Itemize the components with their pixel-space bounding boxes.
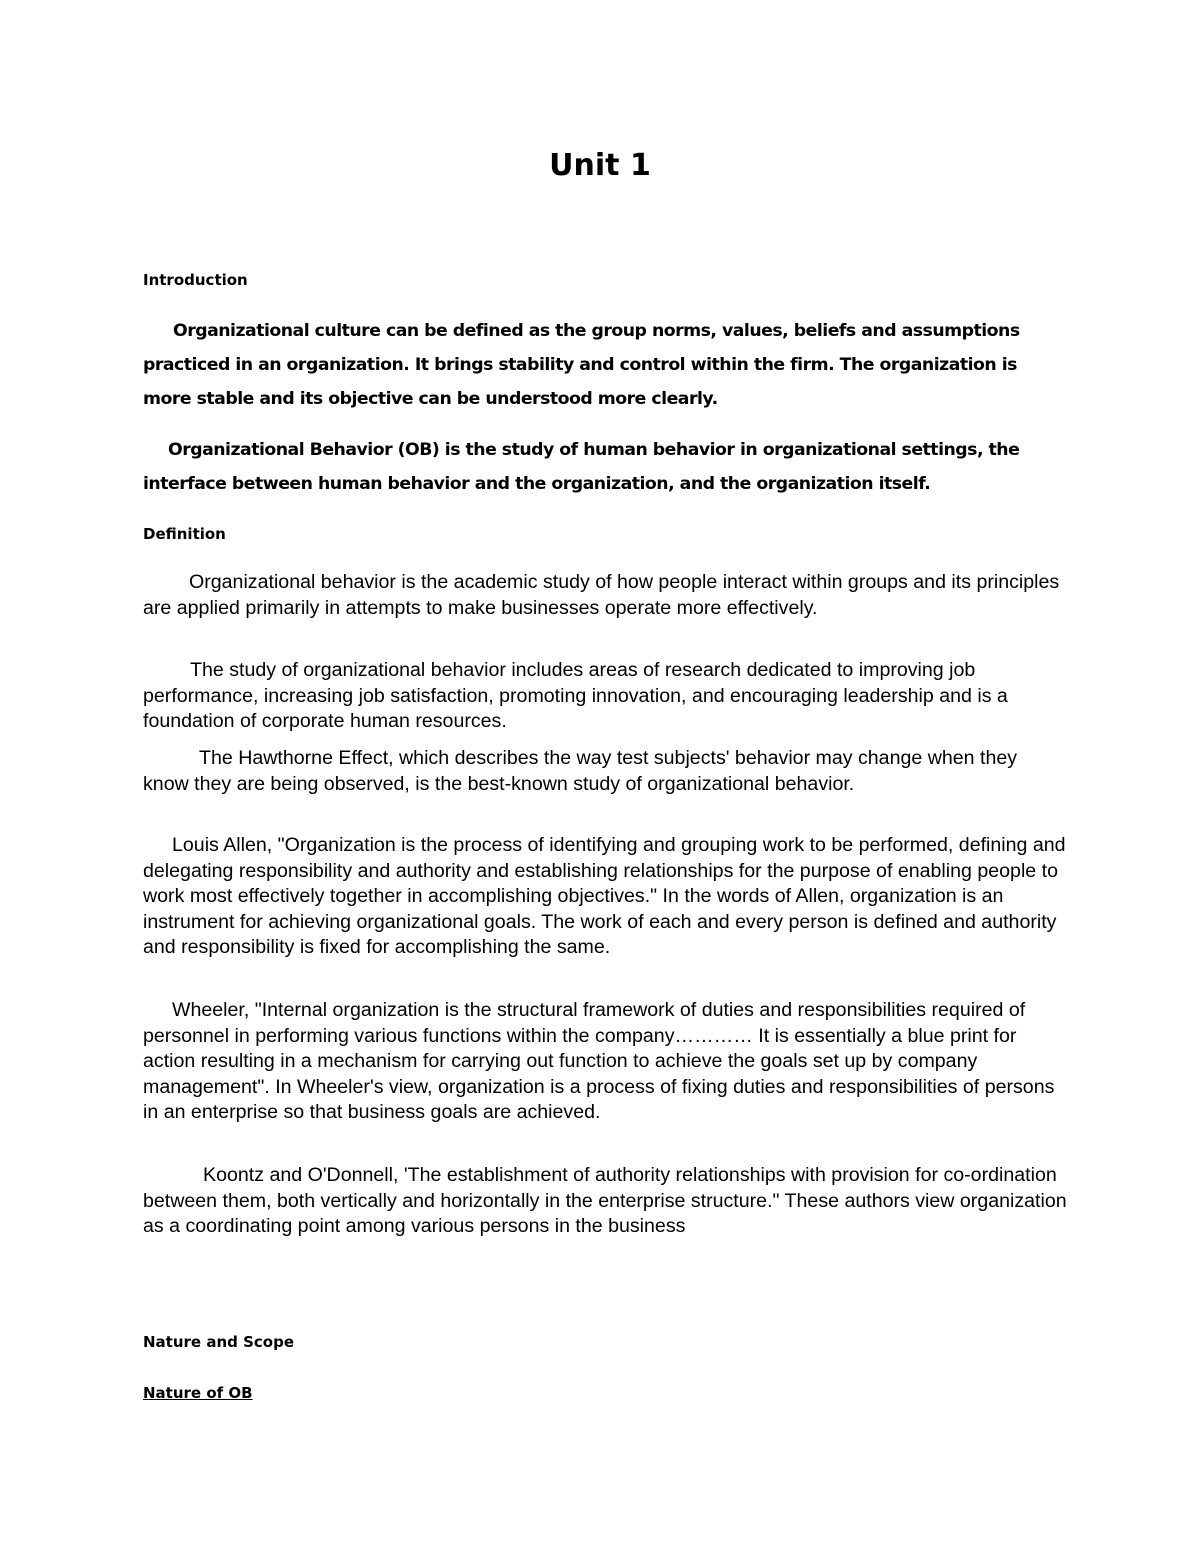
paragraph-ob-academic-study: Organizational behavior is the academic study of how people interact within groups and its principles are applied primarily in attempts to make businesses operate more effectively. [143,571,1060,619]
paragraph-louis-allen: Louis Allen, "Organization is the process of identifying and grouping work to be performed, defining and delegating responsibility and authority and establishing relationships for the purpose of enabling people to work most effectively together in accomplishing objectives." In the words of Allen, organization is an instrument for achieving organizational goals. The work of each and every person is defined and authority and responsibility is fixed for accomplishing the same. [143,834,1066,958]
heading-nature-of-ob: Nature of OB [143,1384,253,1402]
document-title: Unit 1 [549,148,651,183]
paragraph-hawthorne-effect: The Hawthorne Effect, which describes the way test subjects' behavior may change when they know they are being observed, is the best-known study of organizational behavior. [143,747,1018,795]
heading-introduction: Introduction [143,271,248,289]
paragraph-koontz-odonnell: Koontz and O'Donnell, 'The establishment of authority relationships with provision for co-ordination between them, both vertically and horizontally in the enterprise structure." These authors view organization as a coordinating point among various persons in the business [143,1164,1067,1237]
paragraph-wheeler: Wheeler, "Internal organization is the structural framework of duties and responsibilities required of personnel in performing various functions within the company………… It is essentially a blue print for action resulting in a mechanism for carrying out function to achieve the goals set up by company management". In Wheeler's view, organization is a process of fixing duties and responsibilities of persons in an enterprise so that business goals are achieved. [143,999,1055,1123]
heading-nature-and-scope: Nature and Scope [143,1333,294,1351]
paragraph-organizational-behavior: Organizational Behavior (OB) is the study of human behavior in organizational settings, the interface between human behavior and the organization, and the organization itself. [143,440,1020,494]
paragraph-organizational-culture: Organizational culture can be defined as the group norms, values, beliefs and assumptions practiced in an organization. It brings stability and control within the firm. The organization is more stable and its objective can be understood more clearly. [143,321,1020,409]
heading-definition: Definition [143,525,226,543]
paragraph-ob-research-areas: The study of organizational behavior includes areas of research dedicated to improving job performance, increasing job satisfaction, promoting innovation, and encouraging leadership and is a foundation of corporate human resources. [143,659,1008,732]
